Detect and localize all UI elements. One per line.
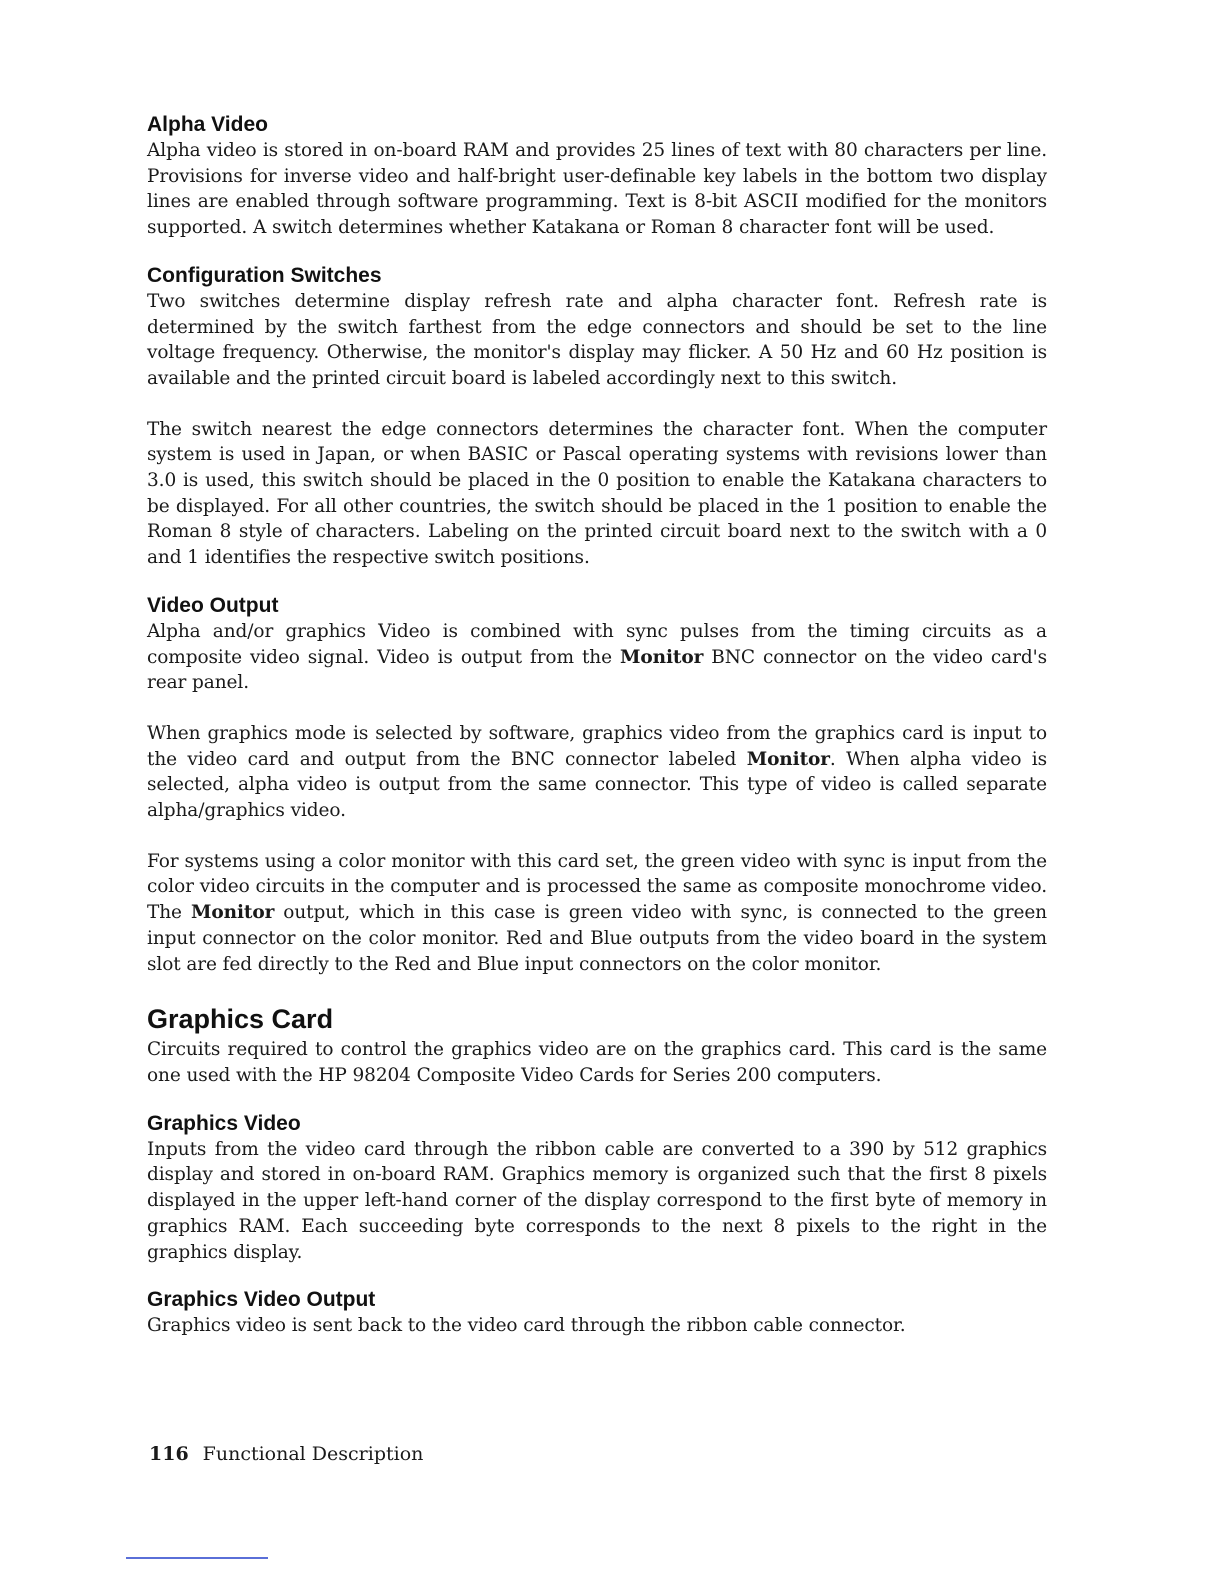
monitor-label: Monitor	[190, 902, 275, 924]
section-heading-graphics-video-output: Graphics Video Output	[147, 1288, 376, 1312]
paragraph-graphics-video: Inputs from the video card through the ribbon cable are converted to a 390 by 512 graphics display and stored in on-board RAM. Graphics memory is organized such that the first 8 pixels displayed in the upper left-hand corner of the display correspond to the first byte of memory in graphics RAM. Each succeeding byte corresponds to the next 8 pixels to the right in the graphics display.	[147, 1138, 1047, 1263]
paragraph-refresh-rate: Two switches determine display refresh rate and alpha character font. Refresh rate is determined by the switch farthest from the edge connectors and should be set to the line voltage frequency. Otherwise, the monitor's display may flicker. A 50 Hz and 60 Hz position is available and the printed circuit board is labeled accordingly next to this switch.	[147, 290, 1047, 389]
page-content	[147, 112, 1047, 1339]
footer-title: Functional Description	[202, 1443, 424, 1465]
paragraph-graphics-video-output: Graphics video is sent back to the video card through the ribbon cable connector.	[147, 1315, 906, 1337]
paragraph-graphics-mode: When graphics mode is selected by software, graphics video from the graphics card is input to the video card and output from the BNC connector labeled Monitor. When alpha video is selected, alpha video is output from the same connector. This type of video is called separate alpha/graphics video.	[147, 722, 1047, 822]
monitor-label: Monitor	[746, 748, 830, 770]
page-number: 116	[149, 1443, 189, 1465]
monitor-label: Monitor	[620, 646, 704, 668]
section-heading-video-output: Video Output	[147, 593, 279, 617]
scan-edge-mark	[126, 1557, 268, 1559]
page-footer	[149, 1443, 423, 1465]
paragraph-character-font: The switch nearest the edge connectors determines the character font. When the computer system is used in Japan, or when BASIC or Pascal operating systems with revisions lower than 3.0 is used, this switch should be placed in the 0 position to enable the Katakana characters to be displayed. For all other countries, the switch should be placed in the 1 position to enable the Roman 8 style of characters. Labeling on the printed circuit board next to the switch with a 0 and 1 identifies the respective switch positions.	[147, 418, 1047, 569]
section-heading-graphics-card: Graphics Card	[147, 1004, 334, 1035]
paragraph-alpha-video: Alpha video is stored in on-board RAM and provides 25 lines of text with 80 characters per line. Provisions for inverse video and half-bright user-definable key labels in the bottom two display lines are enabled through software programming. Text is 8-bit ASCII modified for the monitors supported. A switch determines whether Katakana or Roman 8 character font will be used.	[147, 140, 1047, 239]
section-heading-graphics-video: Graphics Video	[147, 1111, 301, 1135]
paragraph-composite-video: Alpha and/or graphics Video is combined with sync pulses from the timing circuits as a composite video signal. Video is output from the Monitor BNC connector on the video card's rear panel.	[147, 620, 1047, 694]
section-heading-alpha-video: Alpha Video	[147, 113, 268, 136]
paragraph-graphics-card: Circuits required to control the graphics video are on the graphics card. This card is the same one used with the HP 98204 Composite Video Cards for Series 200 computers.	[147, 1039, 1047, 1086]
paragraph-color-monitor: For systems using a color monitor with this card set, the green video with sync is input from the color video circuits in the computer and is processed the same as composite monochrome video. The Monitor output, which in this case is green video with sync, is connected to the green input connector on the color monitor. Red and Blue outputs from the video board in the system slot are fed directly to the Red and Blue input connectors on the color monitor.	[147, 850, 1047, 975]
section-heading-configuration-switches: Configuration Switches	[147, 263, 382, 287]
